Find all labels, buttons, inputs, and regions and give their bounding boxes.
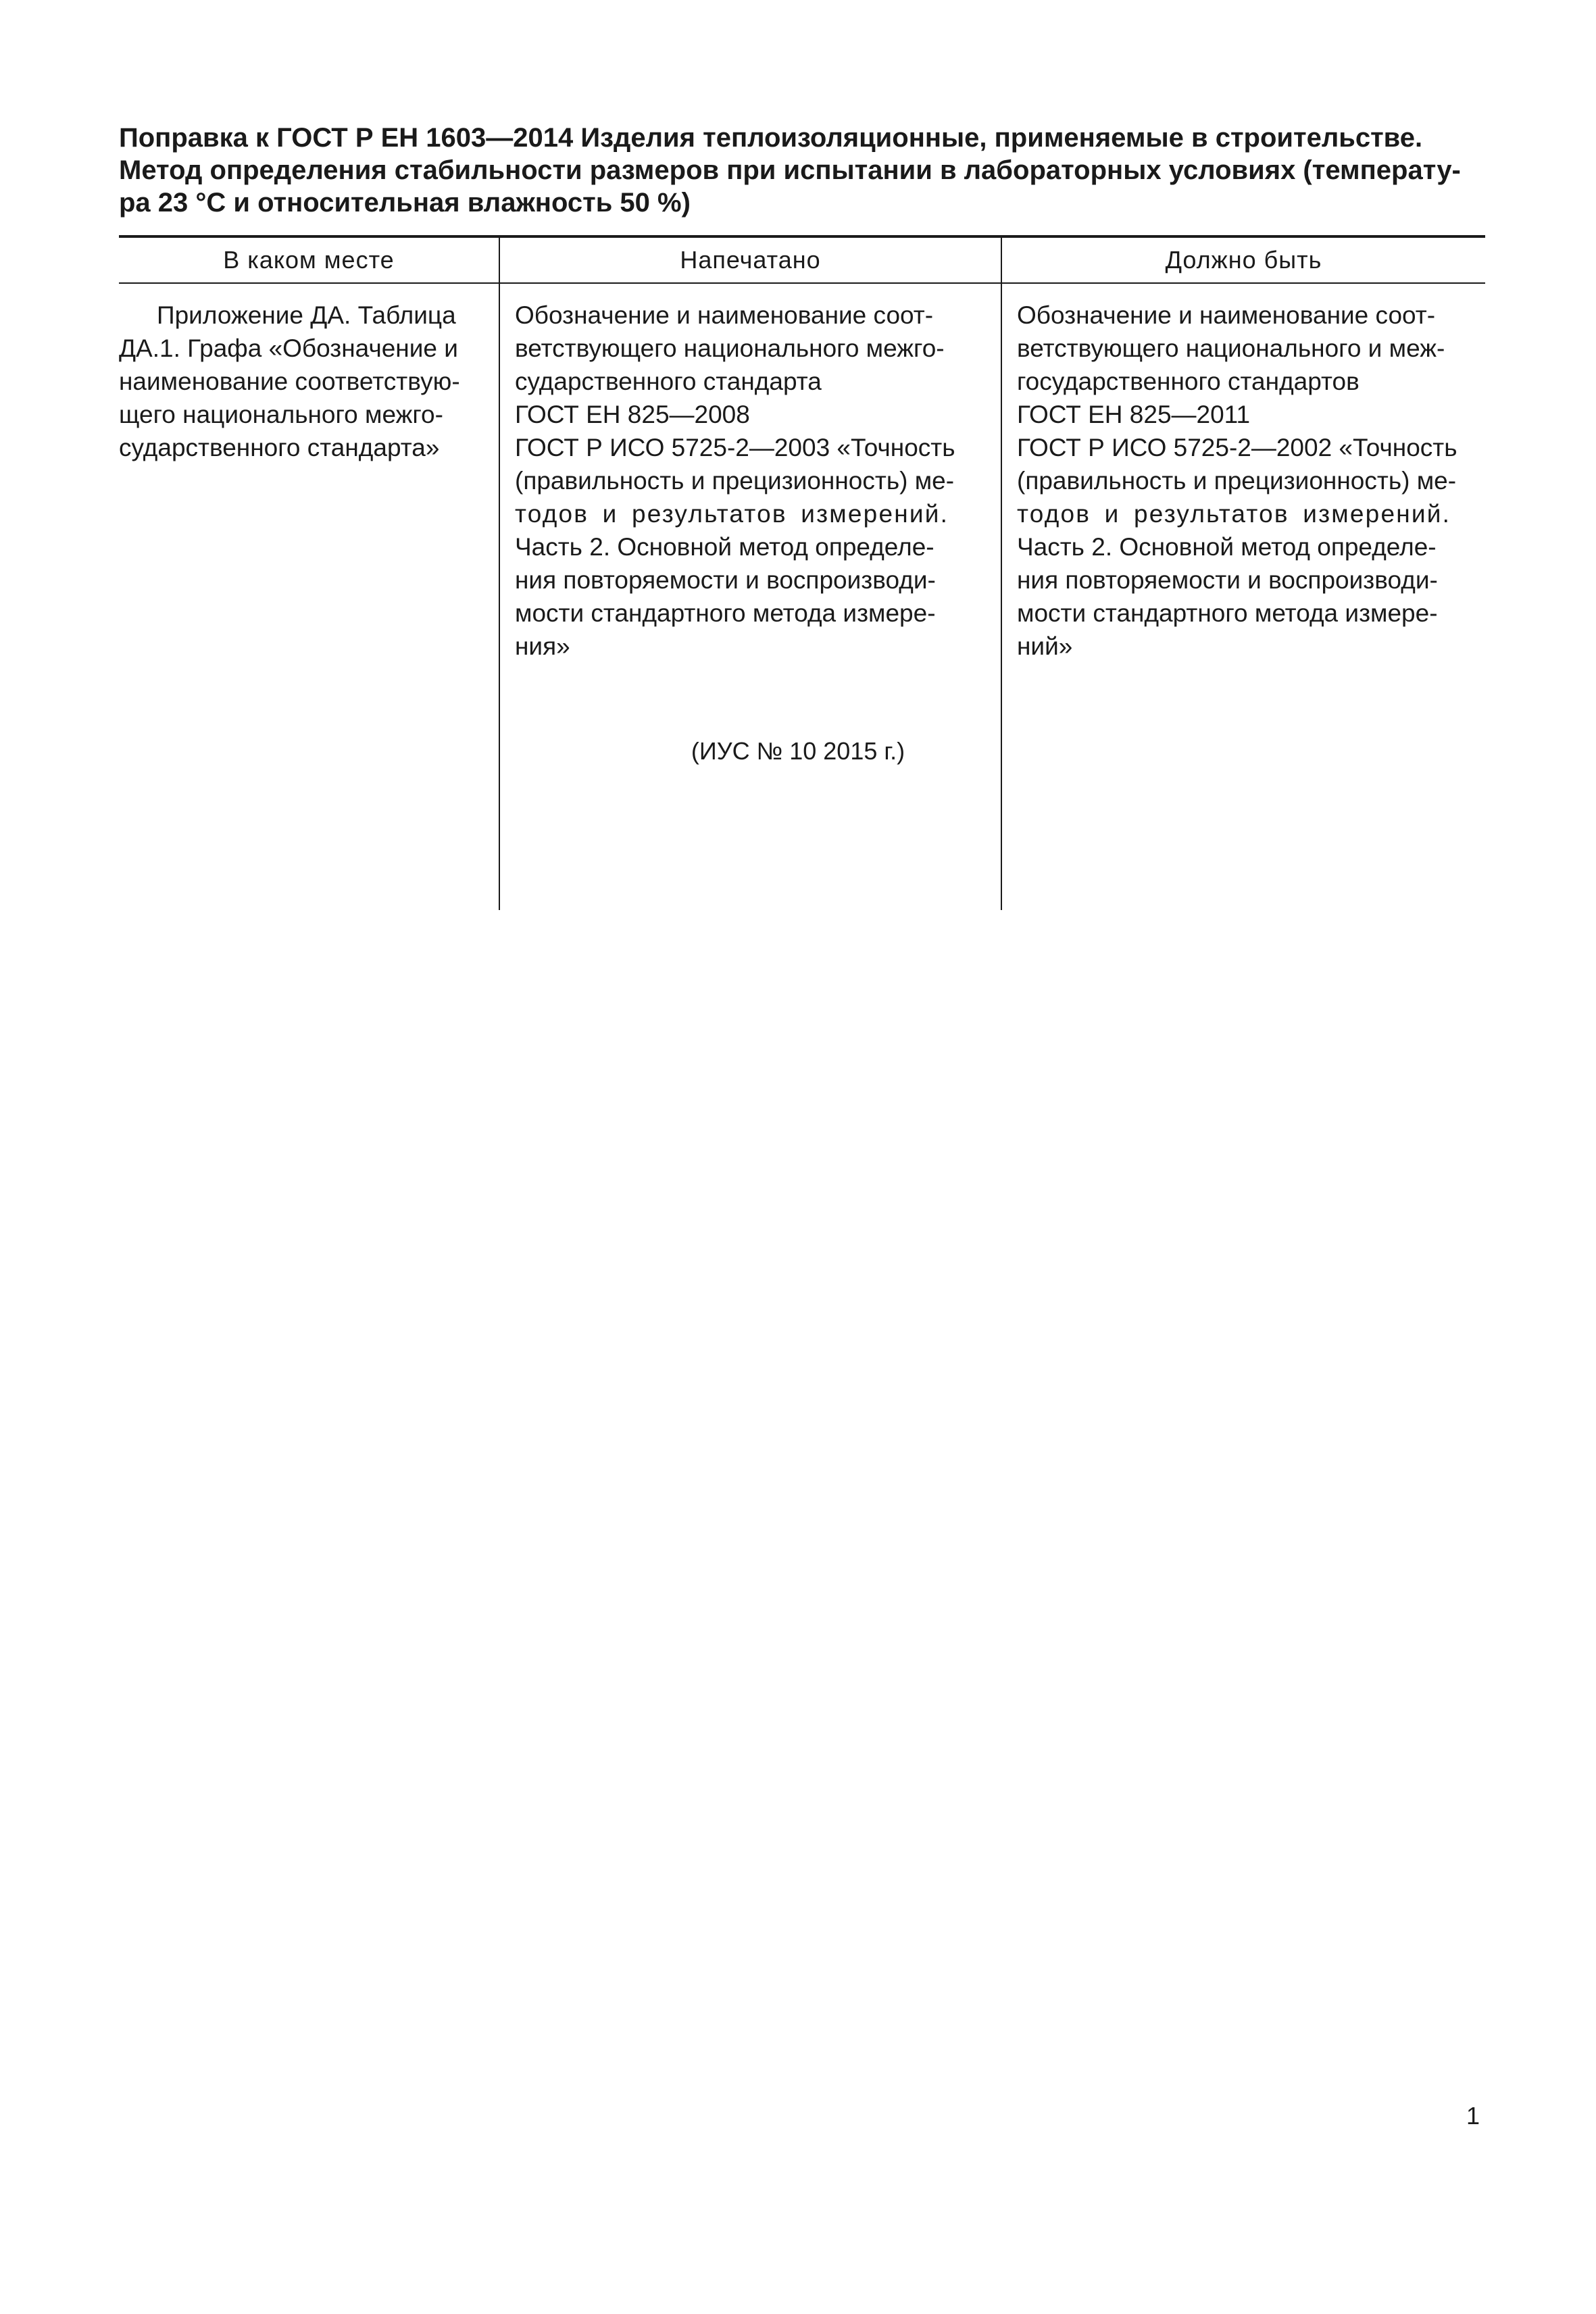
corrections-table [119, 235, 1485, 910]
cell-line: тодов и результатов измерений. [1017, 500, 1451, 528]
cell-line: ния» [515, 632, 570, 660]
cell-line: Часть 2. Основной метод определе- [515, 533, 934, 561]
title-line: Метод определения стабильности размеров при испытании в лабораторных условиях (температу- [119, 155, 1461, 185]
cell-line: мости стандартного метода измере- [1017, 599, 1438, 627]
cell-printed [499, 283, 1001, 910]
cell-line: ния повторяемости и воспроизводи- [515, 566, 936, 594]
cell-line: ветствующего национального межго- [515, 334, 945, 362]
cell-line: Часть 2. Основной метод определе- [1017, 533, 1437, 561]
header-place: В каком месте [119, 236, 499, 283]
cell-line: ветствующего национального и меж- [1017, 334, 1445, 362]
cell-line: (правильность и прецизионность) ме- [1017, 467, 1457, 495]
cell-place [119, 283, 499, 910]
cell-line: Приложение ДА. Таблица [157, 301, 456, 329]
title-line: ра 23 °С и относительная влажность 50 %) [119, 188, 691, 218]
issue-reference: (ИУС № 10 2015 г.) [691, 737, 905, 765]
cell-line: ния повторяемости и воспроизводи- [1017, 566, 1438, 594]
cell-line: ГОСТ Р ИСО 5725-2—2002 «Точность [1017, 434, 1457, 461]
table-header-row [119, 236, 1485, 283]
cell-line: наименование соответствую- [119, 368, 460, 395]
cell-line: ГОСТ Р ИСО 5725-2—2003 «Точность [515, 434, 955, 461]
cell-line: сударственного стандарта» [119, 434, 440, 461]
document-title [119, 122, 1484, 219]
cell-line: мости стандартного метода измере- [515, 599, 936, 627]
title-line: Поправка к ГОСТ Р ЕН 1603—2014 Изделия теплоизоляционные, применяемые в строительстве. [119, 123, 1423, 153]
cell-line: щего национального межго- [119, 401, 443, 428]
cell-should-be [1001, 283, 1485, 910]
table-row [119, 283, 1485, 910]
cell-line: государственного стандартов [1017, 368, 1360, 395]
cell-line: ДА.1. Графа «Обозначение и [119, 334, 458, 362]
cell-line: (правильность и прецизионность) ме- [515, 467, 955, 495]
header-should-be: Должно быть [1001, 236, 1485, 283]
page-number: 1 [1466, 2102, 1480, 2130]
cell-line: тодов и результатов измерений. [515, 500, 949, 528]
cell-line: Обозначение и наименование соот- [1017, 301, 1436, 329]
cell-line: ГОСТ ЕН 825—2008 [515, 401, 750, 428]
header-printed: Напечатано [499, 236, 1001, 283]
cell-line: Обозначение и наименование соот- [515, 301, 934, 329]
cell-line: ГОСТ ЕН 825—2011 [1017, 401, 1251, 428]
cell-line: сударственного стандарта [515, 368, 822, 395]
cell-line: ний» [1017, 632, 1073, 660]
